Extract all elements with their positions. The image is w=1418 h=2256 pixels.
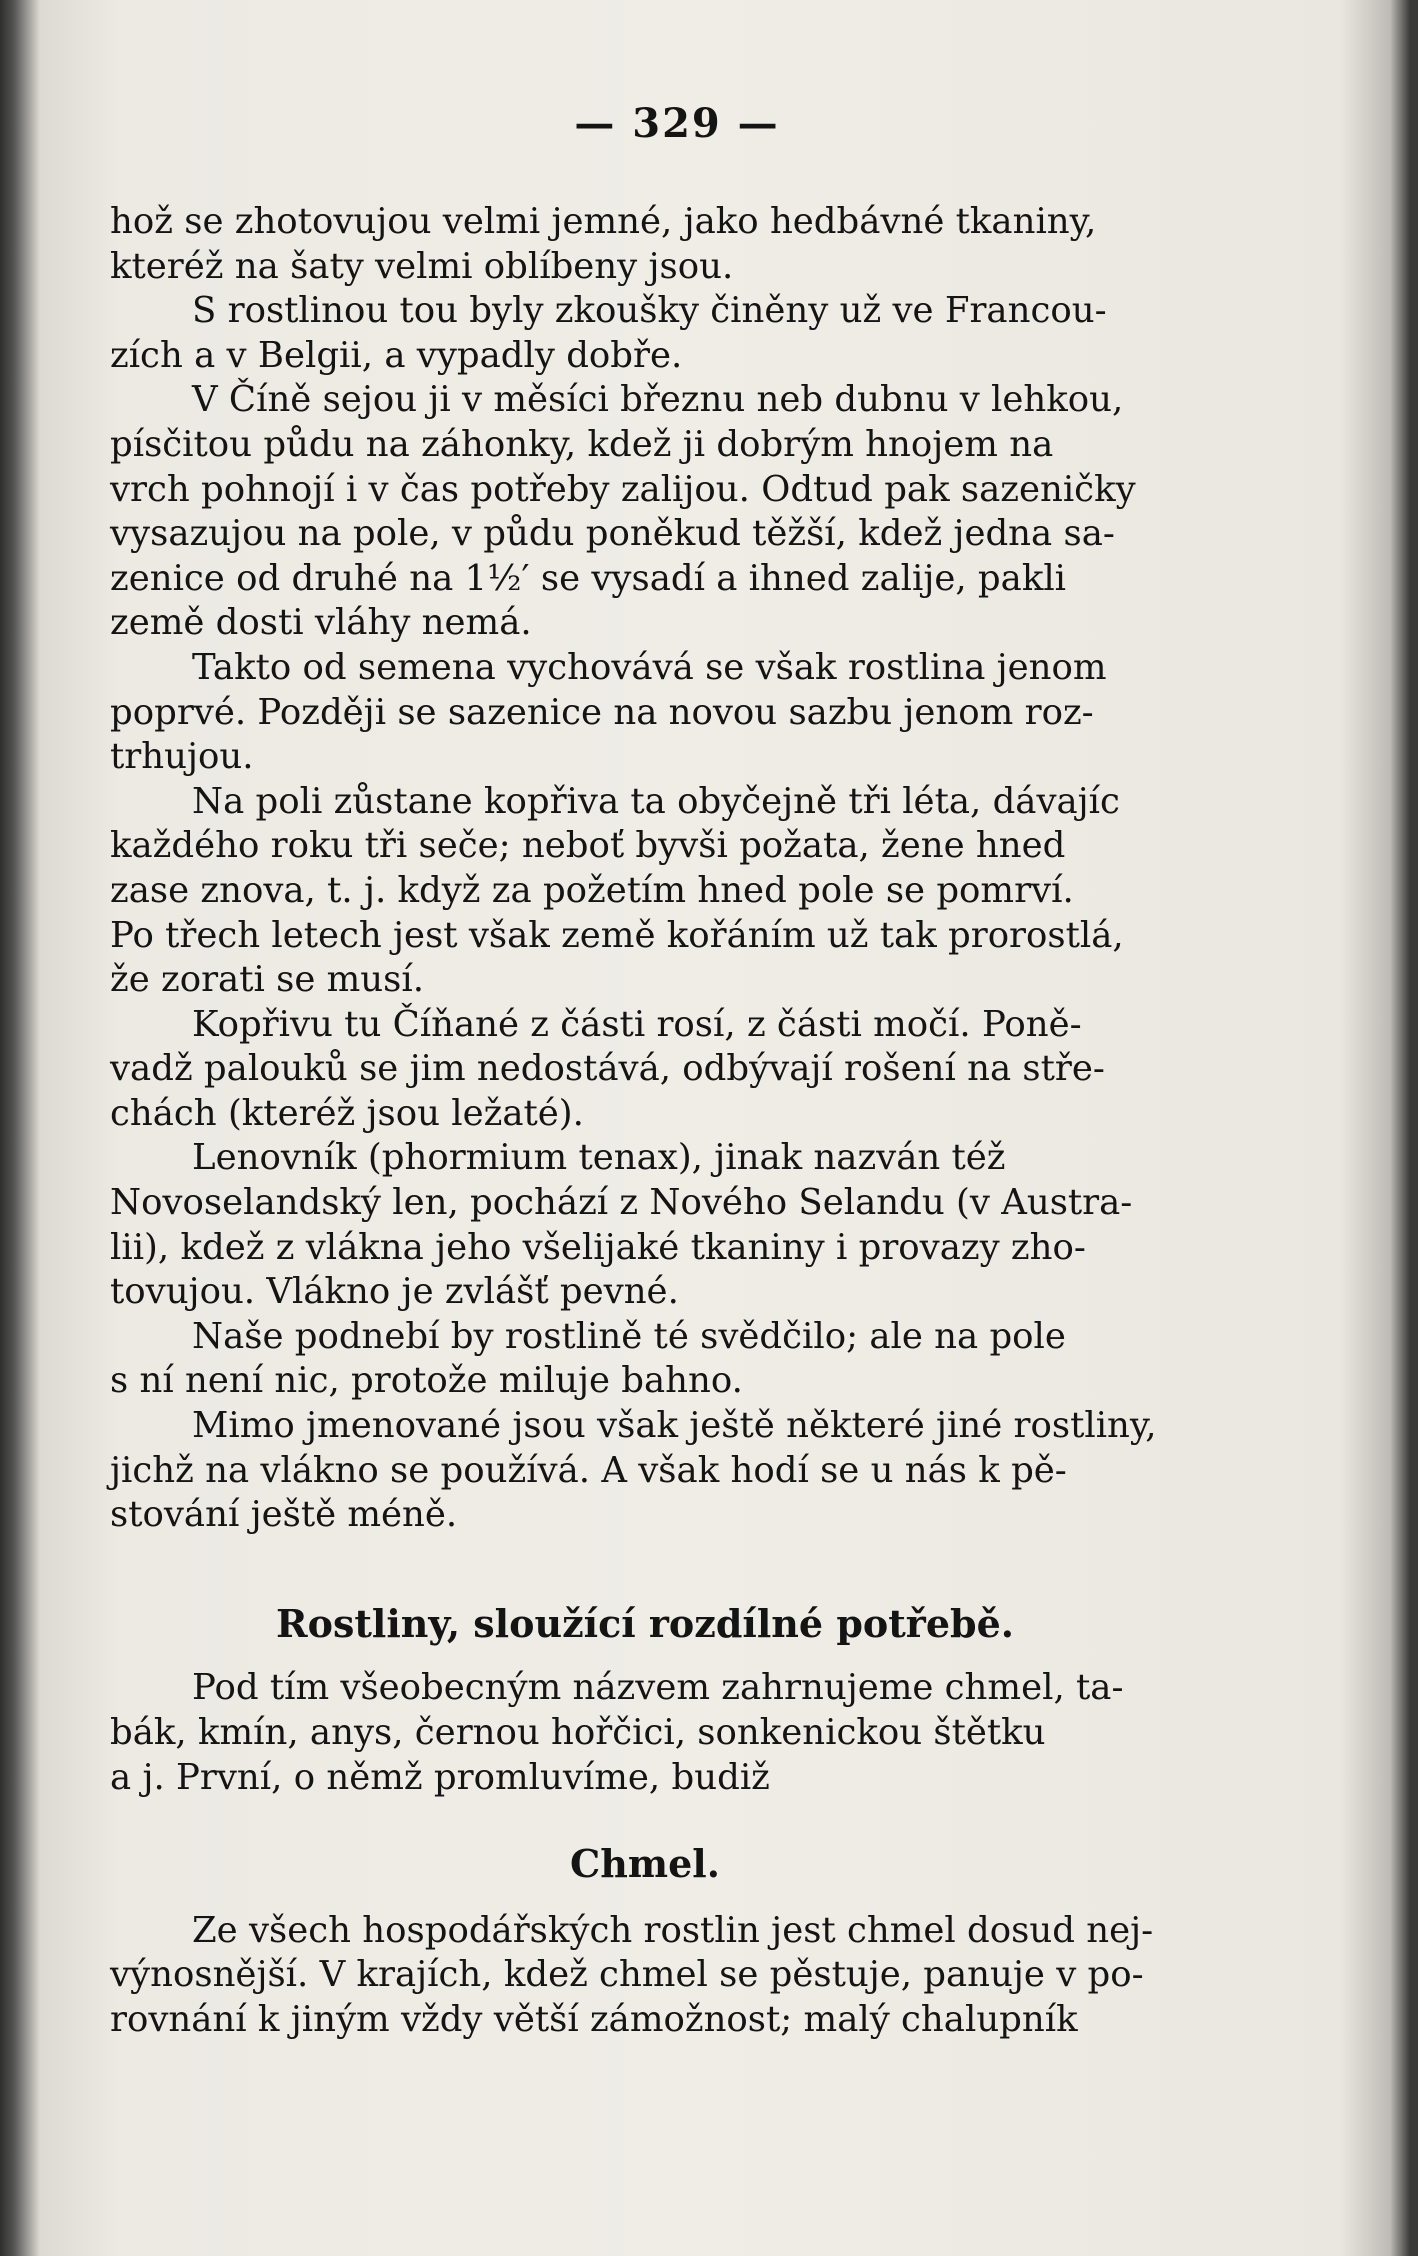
- paragraph: [110, 200, 1180, 289]
- text-line: výnosnější. V krajích, kdež chmel se pěstuje, panuje v po-: [110, 1954, 1144, 1996]
- text-line: že zorati se musí.: [110, 959, 425, 1001]
- text-line: Kopřivu tu Číňané z části rosí, z části močí. Poně-: [192, 1003, 1082, 1045]
- paragraph: [110, 1136, 1180, 1314]
- section-heading-hops: Chmel.: [570, 1841, 720, 1887]
- text-line: Na poli zůstane kopřiva ta obyčejně tři léta, dávajíc: [192, 780, 1120, 822]
- page-number: — 329 —: [574, 100, 780, 147]
- text-line: Lenovník (phormium tenax), jinak nazván též: [192, 1137, 1006, 1179]
- paragraph: [110, 378, 1180, 646]
- section-hops: [110, 1909, 1180, 2043]
- section-heading-plants-various-uses: Rostliny, sloužící rozdílné potřebě.: [276, 1600, 1014, 1646]
- text-line: vysazujou na pole, v půdu poněkud těžší, kdež jedna sa-: [110, 513, 1115, 555]
- text-line: zenice od druhé na 1½′ se vysadí a ihned zalije, pakli: [110, 557, 1067, 599]
- text-line: Takto od semena vychovává se však rostlina jenom: [192, 646, 1107, 688]
- text-line: poprvé. Později se sazenice na novou sazbu jenom roz-: [110, 691, 1094, 733]
- text-line: kteréž na šaty velmi oblíbeny jsou.: [110, 245, 734, 287]
- paragraph: [110, 1666, 1180, 1800]
- text-line: zích a v Belgii, a vypadly dobře.: [110, 334, 683, 376]
- text-line: písčitou půdu na záhonky, kdež ji dobrým hnojem na: [110, 423, 1054, 465]
- text-line: stování ještě méně.: [110, 1494, 458, 1536]
- text-line: země dosti vláhy nemá.: [110, 602, 532, 644]
- text-line: bák, kmín, anys, černou hořčici, sonkenickou štětku: [110, 1712, 1046, 1753]
- text-line: lii), kdež z vlákna jeho všelijaké tkaniny i provazy zho-: [110, 1226, 1086, 1268]
- text-line: Ze všech hospodářských rostlin jest chmel dosud nej-: [192, 1909, 1154, 1951]
- text-line: a j. První, o němž promluvíme, budiž: [110, 1756, 770, 1798]
- text-line: zase znova, t. j. když za požetím hned pole se pomrví.: [110, 869, 1074, 911]
- text-line: každého roku tři seče; neboť byvši požata, žene hned: [110, 825, 1066, 867]
- text-body: [110, 200, 1180, 2043]
- paragraph: [110, 289, 1180, 378]
- text-line: S rostlinou tou byly zkoušky činěny už ve Francou-: [192, 290, 1107, 332]
- text-line: chách (kteréž jsou ležaté).: [110, 1092, 584, 1134]
- text-line: Mimo jmenované jsou však ještě některé jiné rostliny,: [192, 1405, 1157, 1447]
- text-line: vrch pohnojí i v čas potřeby zalijou. Odtud pak sazeničky: [110, 468, 1136, 510]
- section-intro-various-uses: [110, 1666, 1180, 1800]
- paragraph: [110, 1003, 1180, 1137]
- paragraph: [110, 1404, 1180, 1538]
- text-line: Po třech letech jest však země kořáním už tak prorostlá,: [110, 914, 1124, 956]
- text-line: trhujou.: [110, 736, 254, 778]
- paragraph: [110, 1315, 1180, 1404]
- text-line: Naše podnebí by rostlině té svědčilo; ale na pole: [192, 1315, 1066, 1357]
- text-line: hož se zhotovujou velmi jemné, jako hedbávné tkaniny,: [110, 201, 1097, 242]
- text-line: vadž palouků se jim nedostává, odbývají rošení na stře-: [110, 1048, 1105, 1090]
- text-line: rovnání k jiným vždy větší zámožnost; malý chalupník: [110, 1998, 1078, 2040]
- section-fibre-plants: [110, 200, 1180, 1538]
- book-page: [92, 90, 1192, 2190]
- text-line: s ní není nic, protože miluje bahno.: [110, 1360, 743, 1402]
- text-line: jichž na vlákno se používá. A však hodí se u nás k pě-: [110, 1449, 1067, 1491]
- paragraph: [110, 646, 1180, 780]
- text-line: Novoselandský len, pochází z Nového Selandu (v Austra-: [110, 1182, 1133, 1224]
- paragraph: [110, 1909, 1180, 2043]
- text-line: tovujou. Vlákno je zvlášť pevné.: [110, 1271, 679, 1313]
- text-line: Pod tím všeobecným názvem zahrnujeme chmel, ta-: [192, 1667, 1124, 1709]
- text-line: V Číně sejou ji v měsíci březnu neb dubnu v lehkou,: [192, 379, 1124, 421]
- paragraph: [110, 780, 1180, 1003]
